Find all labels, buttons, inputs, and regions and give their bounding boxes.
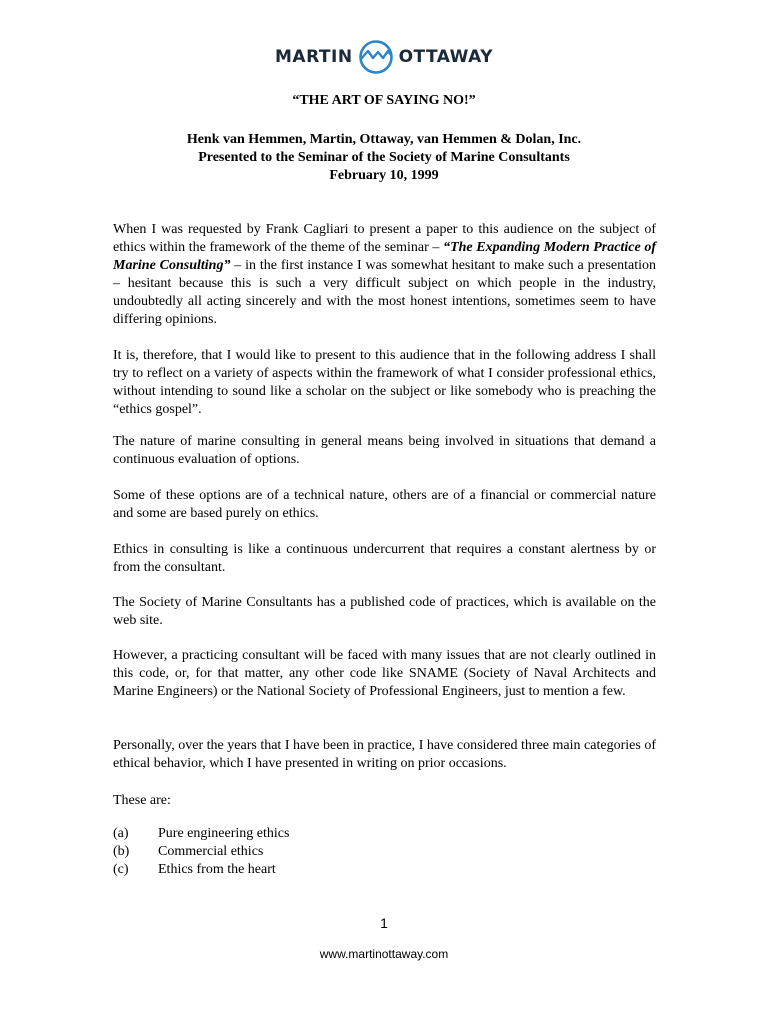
list-item [113,843,656,861]
page-number: 1 [380,915,388,931]
date-line: February 10, 1999 [329,168,439,183]
document-title: “THE ART OF SAYING NO!” [292,93,476,108]
list-item-text: Ethics from the heart [158,862,276,877]
paragraph-7: However, a practicing consultant will be faced with many issues that are not clearly outlined in this code, or, for that matter, any other code like SNAME (Society of Naval Architects and Marine Engineers) or the National Society of Professional Engineers, just to mention a few. [113,648,656,699]
paragraph-1-text-start: When I was requested by Frank Cagliari to present a paper to this audience on the subject of ethics within the framework of the theme of the seminar – [113,222,656,255]
list-item-text: Pure engineering ethics [158,826,290,841]
logo-text-right: OTTAWAY [398,47,493,67]
paragraph-2: It is, therefore, that I would like to present to this audience that in the following address I shall try to reflect on a variety of aspects within the framework of what I consider professional ethics, without intending to sound like a scholar on the subject or like somebody who is preaching the “ethics gospel”. [113,348,656,417]
list-marker: (b) [113,844,130,859]
company-logo [0,40,768,74]
wave-circle-logo-icon [359,40,393,74]
paragraph-6: The Society of Marine Consultants has a published code of practices, which is available on the web site. [113,595,656,628]
paragraph-1-text-end: – in the first instance I was somewhat hesitant to make such a presentation – hesitant because this is such a very difficult subject on which people in the industry, undoubtedly all acting sincerely and with the most honest intentions, sometimes seem to have differing opinions. [113,258,656,327]
paragraph-8: Personally, over the years that I have been in practice, I have considered three main categories of ethical behavior, which I have presented in writing on prior occasions. [113,738,656,771]
list-item-text: Commercial ethics [158,844,264,859]
list-item [113,861,656,879]
paragraph-3: The nature of marine consulting in general means being involved in situations that demand a continuous evaluation of options. [113,434,656,467]
logo-text-left: MARTIN [275,47,353,67]
ethics-categories-list [113,825,656,879]
list-marker: (c) [113,862,129,877]
list-item [113,825,656,843]
paragraph-9: These are: [113,793,171,808]
paragraph-4: Some of these options are of a technical nature, others are of a financial or commercial nature and some are based purely on ethics. [113,488,656,521]
footer-website-url: www.martinottaway.com [319,947,449,961]
seminar-theme-emphasis: “The Expanding Modern Practice of Marine Consulting” [113,240,656,273]
paragraph-1 [113,221,656,329]
list-marker: (a) [113,826,129,841]
author-line: Henk van Hemmen, Martin, Ottaway, van Hemmen & Dolan, Inc. [186,132,582,147]
event-line: Presented to the Seminar of the Society of Marine Consultants [198,150,570,165]
paragraph-5: Ethics in consulting is like a continuous undercurrent that requires a constant alertness by or from the consultant. [113,542,656,575]
